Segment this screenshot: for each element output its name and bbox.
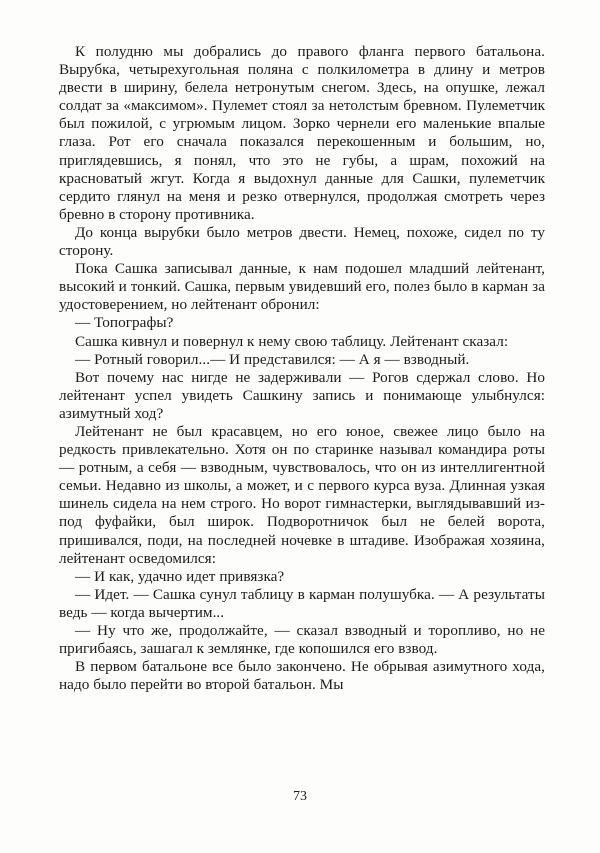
paragraph: Вот почему нас нигде не задерживали — Рогов сдержал слово. Но лейтенант успел увидеть Сашкину запись и понимающе улыбнулся: азимутный ход? xyxy=(59,368,545,422)
paragraph: В первом батальоне все было закончено. Не обрывая азимутного хода, надо было перейти во второй батальон. Мы xyxy=(59,658,545,694)
paragraph: — И как, удачно идет привязка? xyxy=(75,567,285,585)
paragraph: К полудню мы добрались до правого фланга первого батальона. Вырубка, четырехугольная поляна с полкилометра в длину и метров двести в ширину, белела нетронутым снегом. Здесь, на опушке, лежал солдат за «максимом». Пулемет стоял за нетолстым бревном. Пулеметчик был пожилой, с угрюмым лицом. Зорко чернели его маленькие впалые глаза. Рот его сначала показался перекошенным и большим, но, приглядевшись, я понял, что это не губы, а шрам, похожий на красноватый жгут. Когда я выдохнул данные для Сашки, пулеметчик сердито глянул на меня и резко отвернулся, продолжая смотреть через бревно в сторону противника. xyxy=(59,43,545,223)
paragraph: — Ротный говорил...— И представился: — А я — взводный. xyxy=(75,350,470,368)
paragraph: — Топографы? xyxy=(75,314,174,332)
paragraph: Пока Сашка записывал данные, к нам подошел младший лейтенант, высокий и тонкий. Сашка, первым увидевший его, полез было в карман за удостоверением, но лейтенант обронил: xyxy=(59,260,545,314)
paragraph: — Идет. — Сашка сунул таблицу в карман полушубка. — А результаты ведь — когда вычертим... xyxy=(59,585,545,621)
body-text xyxy=(59,43,545,694)
paragraph: — Ну что же, продолжайте, — сказал взводный и торопливо, но не пригибаясь, зашагал к землянке, где копошился его взвод. xyxy=(59,622,545,658)
paragraph: Сашка кивнул и повернул к нему свою таблицу. Лейтенант сказал: xyxy=(75,332,509,350)
paragraph: Лейтенант не был красавцем, но его юное, свежее лицо было на редкость привлекательно. Хотя он по старинке называл командира роты — ротным, а себя — взводным, чувствовалось, что он из интеллигентной семьи. Недавно из школы, а может, и с первого курса вуза. Длинная узкая шинель сидела на нем строго. Но ворот гимнастерки, выглядывавший из-под фуфайки, был широк. Подворотничок был не белей ворота, пришивался, поди, на последней ночевке в штадиве. Изображая хозяина, лейтенант осведомился: xyxy=(59,422,545,567)
page-number: 73 xyxy=(293,789,307,804)
paragraph: До конца вырубки было метров двести. Немец, похоже, сидел по ту сторону. xyxy=(59,223,545,260)
